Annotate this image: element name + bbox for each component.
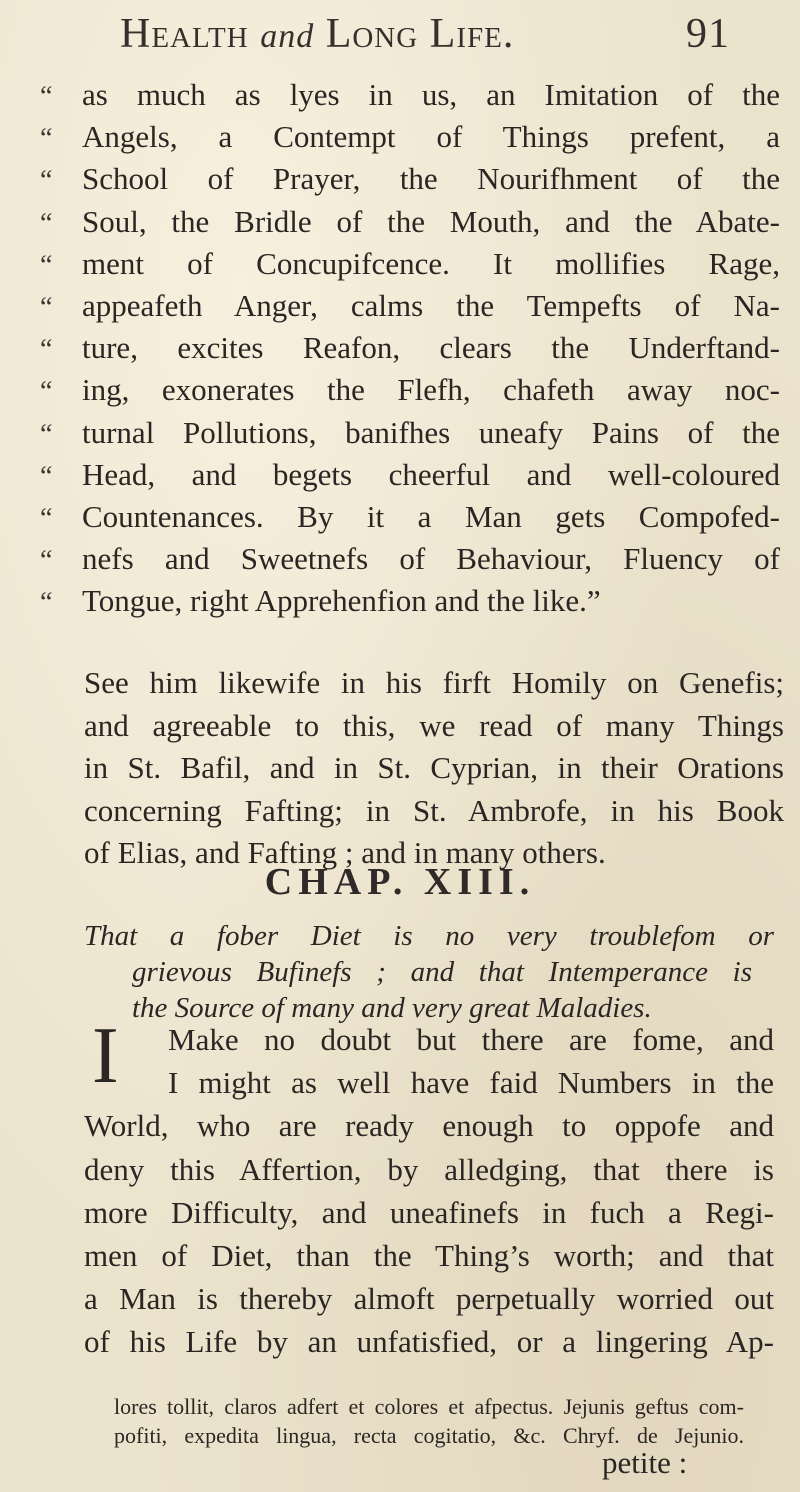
chapter-heading: CHAP. XIII. xyxy=(264,861,536,903)
header-title-health: Health xyxy=(120,11,249,57)
quote-mark: “ xyxy=(40,334,53,366)
latin-footnote xyxy=(114,1392,744,1450)
quote-line: “ nefs and Sweetnefs of Behaviour, Fluency of xyxy=(40,538,780,580)
text-line: and agreeable to this, we read of many Things xyxy=(84,707,784,743)
quote-line: “ appeafeth Anger, calms the Tempefts of Na- xyxy=(40,285,780,327)
quote-line: “ Soul, the Bridle of the Mouth, and the Abate- xyxy=(40,201,780,243)
chapter-title-line: the Source of many and very great Maladies. xyxy=(132,992,652,1024)
text-line: concerning Fafting; in St. Ambrofe, in his Book xyxy=(84,792,784,828)
quote-line: “ Head, and begets cheerful and well-coloured xyxy=(40,454,780,496)
text-line: in St. Bafil, and in St. Cyprian, in their Orations xyxy=(84,750,784,785)
text-line: of his Life by an unfatisfied, or a lingering Ap- xyxy=(84,1324,774,1360)
quote-line: “ Countenances. By it a Man gets Compofed- xyxy=(40,496,780,538)
text-line: deny this Affertion, by alledging, that there is xyxy=(84,1151,774,1187)
quote-mark: “ xyxy=(40,460,53,492)
quote-mark: “ xyxy=(40,291,53,323)
quotation-block xyxy=(40,74,780,622)
header-title-and: and xyxy=(260,18,315,55)
quote-mark: “ xyxy=(40,207,53,239)
quote-line: “ Tongue, right Apprehenfion and the like.” xyxy=(40,580,780,622)
text-line: I might as well have faid Numbers in the xyxy=(168,1065,774,1101)
quote-mark: “ xyxy=(40,165,53,197)
body-paragraph xyxy=(84,662,784,875)
chapter-title xyxy=(84,918,774,1026)
chapter-title-line: That a fober Diet is no very troublefom or xyxy=(84,920,774,952)
text-line: of Elias, and Fafting ; and in many others. xyxy=(84,835,606,870)
quote-line: “ ing, exonerates the Flefh, chafeth away noc- xyxy=(40,369,780,411)
drop-cap: I xyxy=(92,1012,119,1100)
quote-line: “ School of Prayer, the Nourifhment of the xyxy=(40,158,780,200)
footnote-line: lores tollit, claros adfert et colores et afpectus. Jejunis geftus com- xyxy=(114,1394,744,1419)
quote-mark: “ xyxy=(40,123,53,155)
text-line: Make no doubt but there are fome, and xyxy=(168,1022,774,1057)
quote-mark: “ xyxy=(40,249,53,281)
quote-line: “ ture, excites Reafon, clears the Underftand- xyxy=(40,327,780,369)
quote-line: “ Angels, a Contempt of Things prefent, a xyxy=(40,116,780,158)
header-title-long-life: Long Life. xyxy=(325,11,515,57)
quote-mark: “ xyxy=(40,81,53,112)
chapter-title-line: grievous Bufinefs ; and that Intemperance is xyxy=(132,956,752,988)
quote-mark: “ xyxy=(40,587,53,619)
text-line: men of Diet, than the Thing’s worth; and that xyxy=(84,1237,774,1273)
chapter-paragraph xyxy=(84,1012,774,1364)
footnote-line: pofiti, expedita lingua, recta cogitatio, &c. Chryf. de Jejunio. xyxy=(114,1423,744,1448)
quote-line: “ turnal Pollutions, banifhes uneafy Pains of the xyxy=(40,412,780,454)
catchword: petite : xyxy=(602,1445,688,1480)
quote-mark: “ xyxy=(40,502,53,534)
text-line: See him likewife in his firft Homily on Genefis; xyxy=(84,665,784,700)
page-number: 91 xyxy=(686,11,730,57)
quote-mark: “ xyxy=(40,545,53,577)
text-line: World, who are ready enough to oppofe and xyxy=(84,1108,774,1144)
text-line: a Man is thereby almoft perpetually worried out xyxy=(84,1281,774,1317)
quote-mark: “ xyxy=(40,376,53,408)
quote-line: “ ment of Concupifcence. It mollifies Rage, xyxy=(40,243,780,285)
running-header xyxy=(120,10,730,58)
quote-mark: “ xyxy=(40,418,53,450)
quote-line: “ as much as lyes in us, an Imitation of the xyxy=(40,74,780,116)
text-line: more Difficulty, and uneafinefs in fuch a Regi- xyxy=(84,1194,774,1230)
